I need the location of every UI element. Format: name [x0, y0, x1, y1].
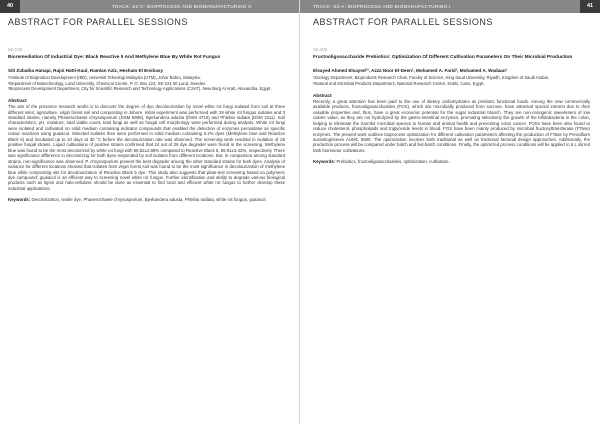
affiliation: ¹Institute of Bioproduct Development (IBD), Universiti Teknologi Malaysia (UTM), Johor Bahru, Malaysia.: [8, 75, 201, 81]
affiliation: ²Department of Biotechnology, Lund University, Chemical Centre, P. O. Box 124, SE-221 00 Lund, Sweden.: [8, 80, 207, 86]
abstract-title: Fructooligosaccharide Prebiotics: Optimization Of Different Cultivation Parameters On Their Microbial Production: [313, 55, 573, 60]
abstract-code: S2-C03: [8, 47, 23, 52]
right-page: [300, 0, 600, 424]
abstract-entry: [313, 47, 590, 165]
abstract-title: Bioremediation Of Industrial Dye: Black Reactive 5 And Methylene Blue By White Rot Fungus: [8, 55, 221, 60]
page-number: 41: [580, 0, 600, 13]
abstract-entry: [8, 47, 285, 203]
affiliation: ³Bioprocess Development Department, City for Scientific Research and Technology Applications (CSAT), New Burg Al Arab, Alexandria, Egypt.: [8, 85, 272, 91]
abstract-body: Recently, a great attention has been paid to the use of dietary carbohydrates as prebiotic functional foods. Among the new commercially available products, fructooligosaccharides (FOS), which are microbially produced from sucrose, have attracted special interest due to their valuable properties and, thus, have a great economic potential for the sugar industrial branch. They are non-cariogenic sweeteners of low calorie value, as they are not hydrolyzed by the gastro-intestinal enzymes, promoting selectively the growth of the bifidobacteria in the colon, helping to eliminate the harmful microbial species to human and animal health and preventing colon cancer. FOSs have been also found to reduce cholesterol, phospholipids and triglyceride levels in blood. FOS have been mainly produced by microbial fructosyltransferase (FTase) enzymes. The present work outlines bioprocess optimization for different cultivation parameters affecting the production of FTase by Penicillium aurantiogriseum AUMC 5605. The optimization involves both traditional as well as fractional factorial design approaches. Additionally, the production process will be compared under batch and fed-batch conditions. Finally, the optimized process conditions will be applied to 5 L stirred tank bioreactor cultivations.: [313, 98, 590, 153]
affiliation: ¹Zoology Department, Bioproducts Research Chair, Faculty of Science, King Saud University, Riyadh, Kingdom of Saudi Arabia.: [313, 75, 550, 81]
track-header: TRACK: S2-A: BIOPROCESS AND BIOMANUFACTURING I: [300, 0, 600, 13]
keywords-text: Prebiotics, fructooligosaccharides, optimization, cultivation.: [336, 159, 450, 165]
affiliation: ²Natural and Microbial Products Department, National Research Centre, Dokki, Cairo, Egypt.: [313, 80, 485, 86]
keywords: [313, 159, 590, 164]
abstract-heading: Abstract: [313, 92, 332, 98]
track-header: TRACK: S2-C: BIOPROCESS AND BIOMANUFACTURING II: [0, 0, 300, 13]
abstract-body: The aim of the presence research works is to discover the degree of dye decolourization by novel white rot fungi isolated from soil at three different sites; agriculture, virgin forest soil and composting in Johore. Initial experiment was performed with 29 white rot fungus isolates and 3 standard strains, namely Phanerochaete chrysosporium (DSM 6909), Bjerkandera adusta (DSM 4710) and Phlebia radiata (DSM 2111). Soil characteristics; pH, moisture, total viable count, total fungi as well as fungal cell morphology were performed during analysis. White rot fungi were isolated and cultivated on solid medium containing indicator compounds that enabled the detection of enzymes peroxidase as specific colour reactions using guaiacol. Selected isolates then were performed in solid medium containing 0.2% dyes (Methylene blue and Reactive Black 5) and incubated up to 10 days at 30 °C before the decolourization rate was observed. The screening work resulted in isolation of 26 positive fungal strains. Liquid cultivations of positive strains confirmed that 24 out of 26 dye degrader were found in the screening. Methylene blue was found to be the most decolorized by white rot fungi with 68.52±3.88% compared to Reactive Black 5, 59.91±3.42%, respectively. There was significance difference in decolorizing for both dyes responded by soil isolates from different locations. But, in comparison among standard strains, non-significance was observed. P. chrysosporium present the best degrader among the other standard strains for both dyes. Analysis of variance for different locations showed that isolates from virgin forest soil was found to be the most significance in decolourization of methylene blue while composting site for decolourization of Reactive Black 5 dye. This study also suggests that plate-test screening based on polymeric dye compound; guaiacol is an efficient way to screening novel white rot fungus. Further identification and ability to degrade various biological products such as lignin and halo-cellulose should be done as essential to find local and efficient white rot fungus to further develop these industrial applications.: [8, 104, 285, 191]
page-number: 40: [0, 0, 20, 13]
section-title: ABSTRACT FOR PARALLEL SESSIONS: [313, 17, 493, 27]
authors: Elsayed Ahmed Elsayed¹², Azza Noor El-Deen², Mohamed A. Farid², Mohamed A. Wadaan¹: [313, 68, 508, 74]
abstract-code: S2-A03: [313, 47, 327, 52]
keywords-label: Keywords:: [8, 197, 31, 203]
section-title: ABSTRACT FOR PARALLEL SESSIONS: [8, 17, 188, 27]
abstract-heading: Abstract: [8, 98, 27, 104]
keywords-label: Keywords:: [313, 159, 336, 165]
authors: Siti Zubaiha Hanapi, Rajni Hatti-Kaul, Ramlan Aziz, Hesham El Enshasy: [8, 68, 164, 74]
keywords-text: Decolorization, textile dye, Phanerochaete chrysosporium, Bjerkandera adusta, Phlebia radiata, white rot fungus, guaiacol.: [31, 197, 267, 203]
keywords: [8, 197, 285, 202]
